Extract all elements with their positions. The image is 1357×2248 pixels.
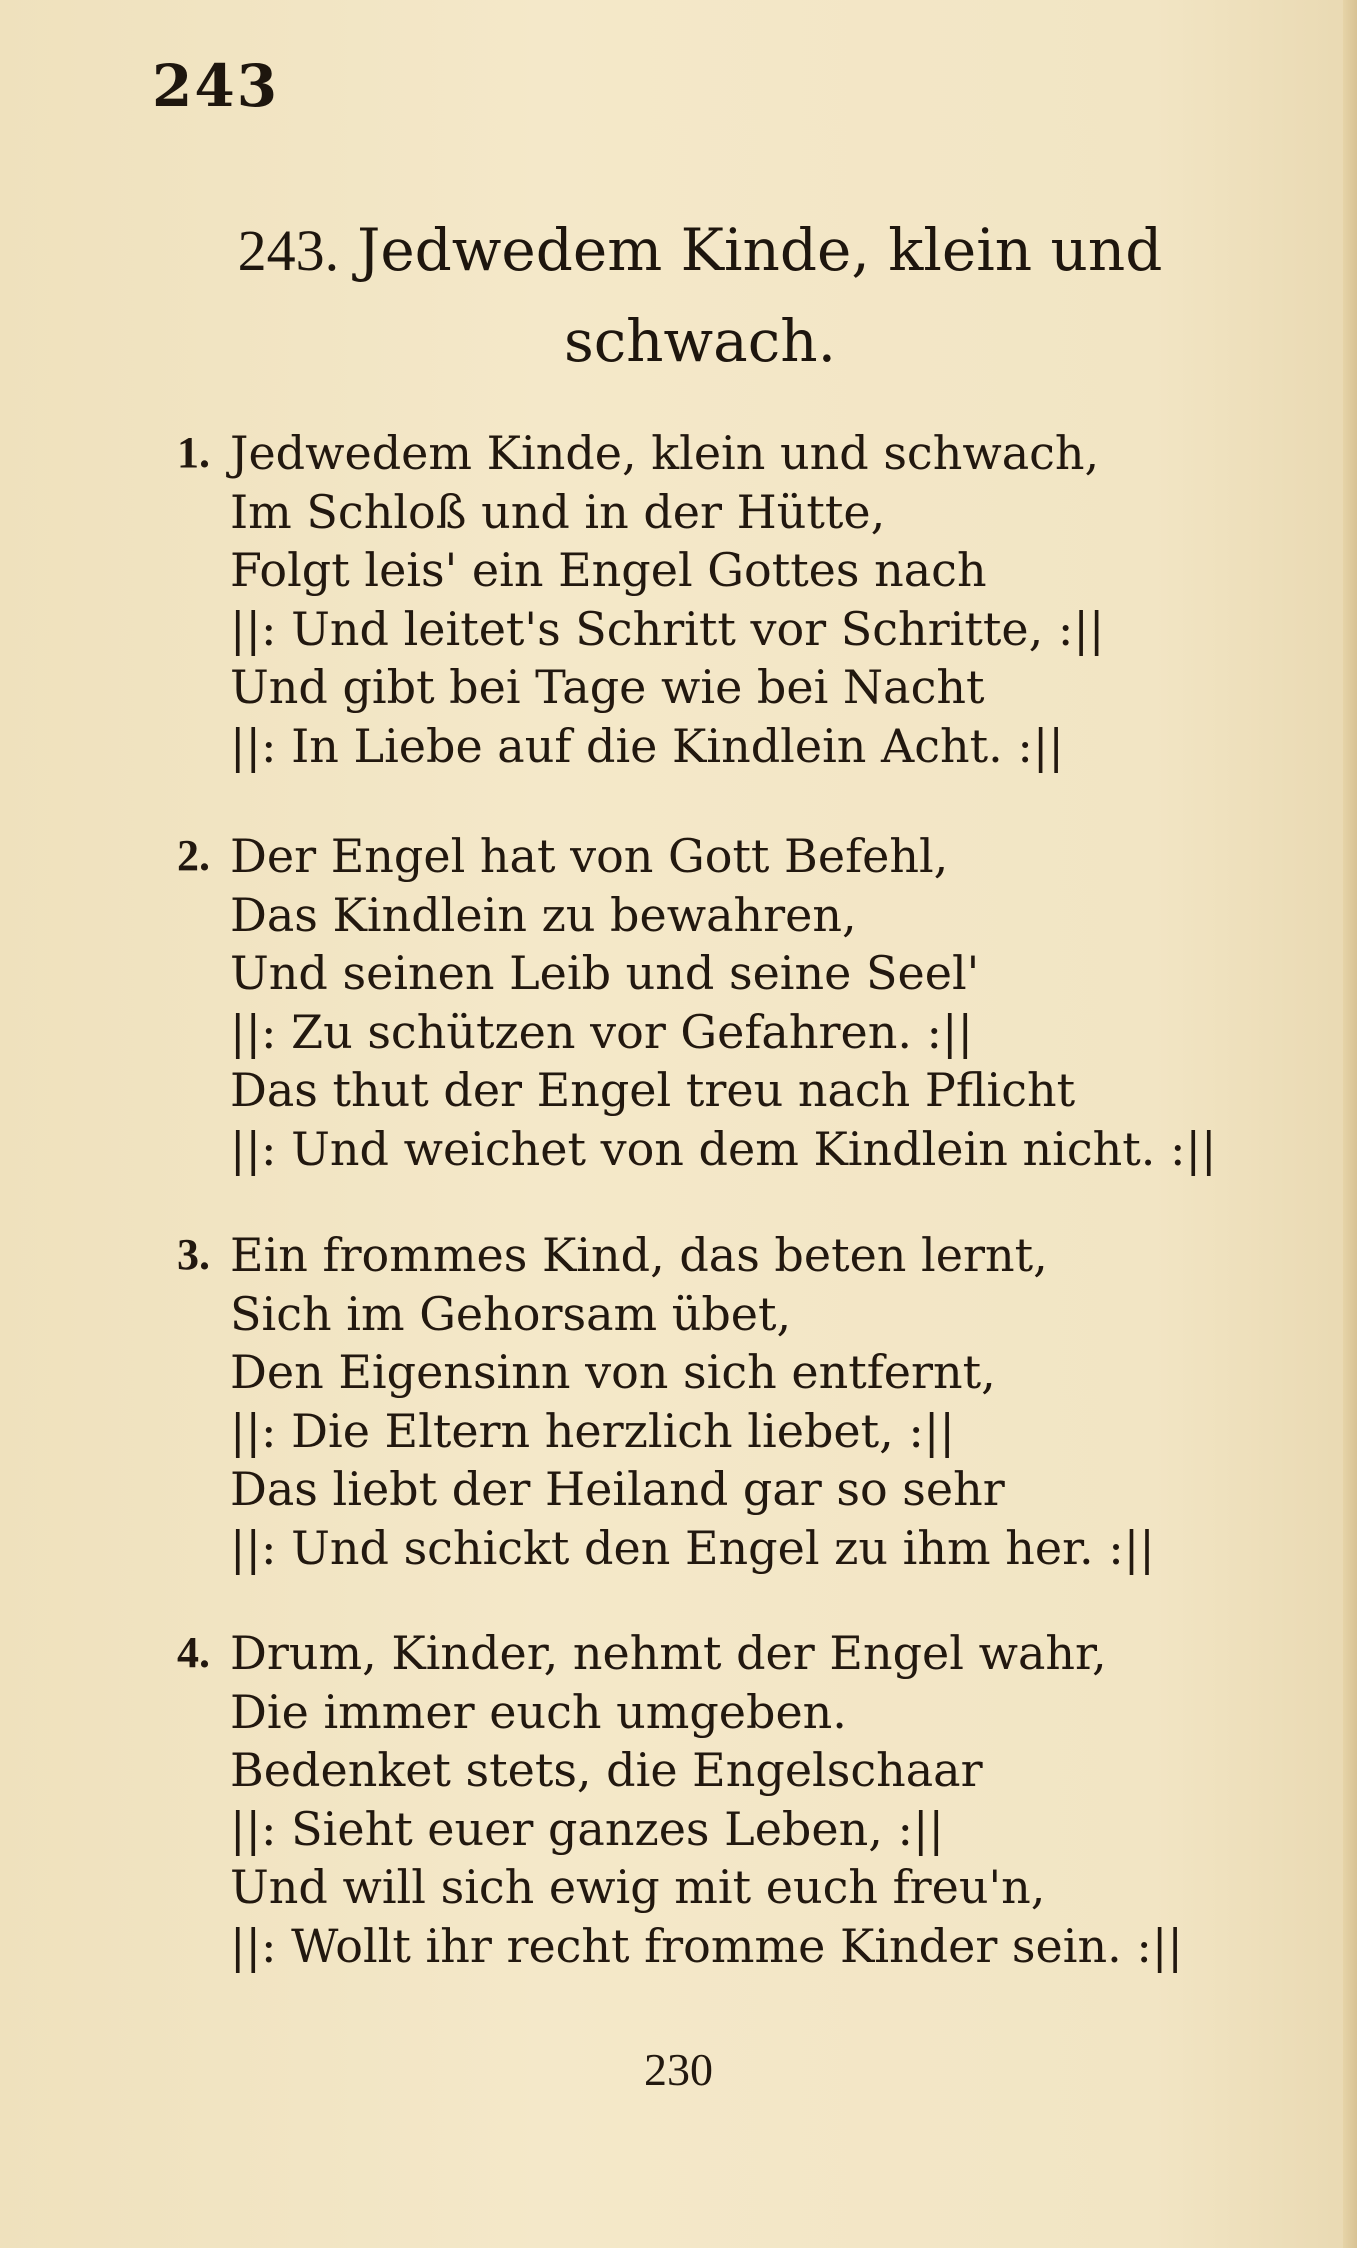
stanza-number: 2. — [177, 831, 210, 880]
verse-line: ||: Die Eltern herzlich liebet, :|| — [230, 1403, 955, 1458]
verse-line: Folgt leis' ein Engel Gottes nach — [230, 543, 987, 597]
verse-line: ||: Wollt ihr recht fromme Kinder sein. :|| — [230, 1918, 1183, 1973]
verse-line: Im Schloß und in der Hütte, — [230, 484, 886, 539]
verse-line: Das Kindlein zu bewahren, — [230, 887, 857, 942]
verse-line: ||: Zu schützen vor Gefahren. :|| — [230, 1004, 974, 1059]
verse-line: ||: In Liebe auf die Kindlein Acht. :|| — [230, 718, 1064, 773]
verse-line: ||: Sieht euer ganzes Leben, :|| — [230, 1801, 944, 1856]
verse-line: Der Engel hat von Gott Befehl, — [230, 829, 949, 883]
verse-line: Sich im Gehorsam übet, — [230, 1286, 792, 1341]
page-edge — [1343, 0, 1357, 2248]
verse-line: Das liebt der Heiland gar so sehr — [230, 1462, 1005, 1516]
stanza-number: 1. — [177, 428, 210, 477]
verse-line: Bedenket stets, die Engelschaar — [230, 1743, 983, 1797]
verse-line: ||: Und schickt den Engel zu ihm her. :|| — [230, 1520, 1155, 1575]
verse-line: Die immer euch umgeben. — [230, 1684, 847, 1739]
verse-line: Ein frommes Kind, das beten lernt, — [230, 1228, 1048, 1282]
verse-line: Drum, Kinder, nehmt der Engel wahr, — [230, 1626, 1107, 1680]
verse-line: Und gibt bei Tage wie bei Nacht — [230, 660, 985, 714]
stanza-4 — [140, 1624, 1220, 1975]
page-number: 230 — [644, 2044, 713, 2095]
verse-line: Den Eigensinn von sich entfernt, — [230, 1345, 996, 1399]
stanza-1 — [140, 424, 1220, 775]
verse-line: Jedwedem Kinde, klein und schwach, — [230, 426, 1100, 480]
verse-line: Und seinen Leib und seine Seel' — [230, 946, 980, 1000]
stanza-number: 4. — [177, 1628, 210, 1677]
running-page-number: 243 — [152, 52, 280, 120]
verse-line: Und will sich ewig mit euch freu'n, — [230, 1860, 1046, 1914]
verse-line: ||: Und leitet's Schritt vor Schritte, :|| — [230, 601, 1105, 656]
verse-line: Das thut der Engel treu nach Pflicht — [230, 1063, 1076, 1117]
stanza-2 — [140, 827, 1220, 1178]
stanza-number: 3. — [177, 1230, 210, 1279]
hymn-title-line-2: schwach. — [563, 307, 837, 375]
hymn-title — [200, 205, 1200, 386]
verse-line: ||: Und weichet von dem Kindlein nicht. :|| — [230, 1121, 1217, 1176]
hymn-title-line-1 — [200, 205, 1200, 296]
hymn-number: 243. — [237, 218, 340, 283]
stanza-3 — [140, 1226, 1220, 1577]
hymn-title-text-1: Jedwedem Kinde, klein und — [357, 216, 1163, 284]
